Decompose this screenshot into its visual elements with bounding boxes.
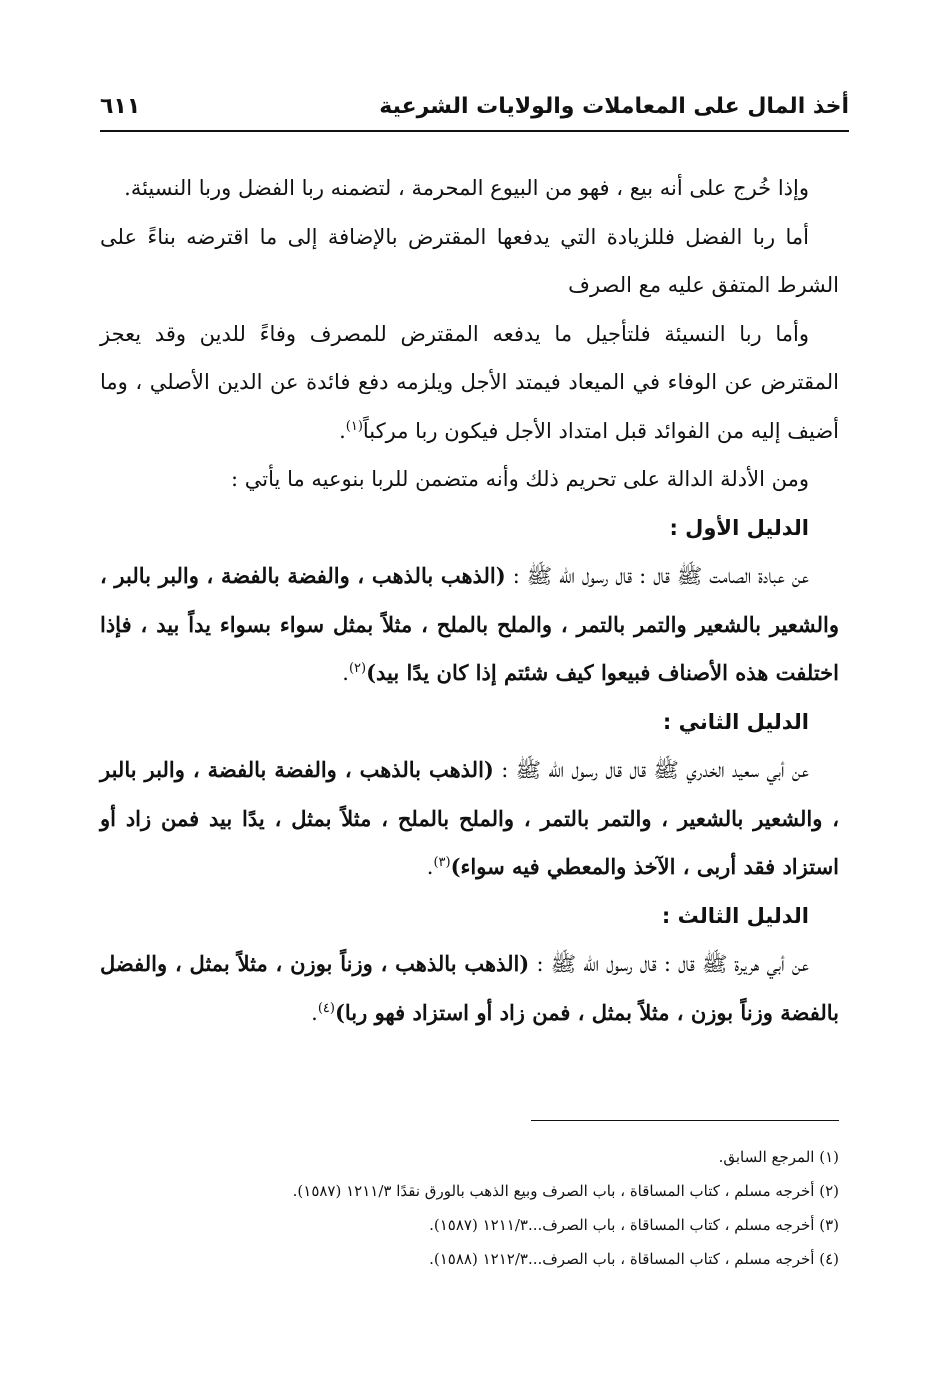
- hadith-text: (الذهب بالذهب ، وزناً بوزن ، مثلاً بمثل ، والفضل بالفضة وزناً بوزن ، مثلاً بمثل ، فمن زاد أو استزاد فهو ربا): [100, 951, 839, 1025]
- footnotes: [100, 1140, 839, 1276]
- running-title: أخذ المال على المعاملات والولايات الشرعية: [379, 94, 849, 119]
- paragraph-text: وأما ربا النسيئة فلتأجيل ما يدفعه المقترض للمصرف وفاءً للدين وقد يعجز المقترض عن الوفاء في الميعاد فيمتد الأجل ويلزمه دفع فائدة عن الدين الأصلي ، وما أضيف إليه من الفوائد قبل امتداد الأجل فيكون ربا مركباً: [100, 321, 839, 443]
- paragraph: ومن الأدلة الدالة على تحريم ذلك وأنه متضمن للربا بنوعيه ما يأتي :: [231, 467, 809, 491]
- narration-intro: عن أبي سعيد الخدري ﷺ قال قال رسول الله ﷺ :: [493, 758, 809, 782]
- narration-intro: عن عبادة الصامت ﷺ قال : قال رسول الله ﷺ :: [505, 564, 809, 588]
- footnote: (٣) أخرجه مسلم ، كتاب المساقاة ، باب الصرف...١٢١١/٣ (١٥٨٧).: [429, 1216, 839, 1234]
- footnote-reference: (٣): [433, 855, 451, 870]
- footnote-reference: (١): [345, 418, 363, 434]
- footnote-divider: [531, 1120, 839, 1121]
- evidence-paragraph: [100, 746, 839, 892]
- paragraph: أما ربا الفضل فللزيادة التي يدفعها المقترض بالإضافة إلى ما اقترضه بناءً على الشرط المتفق عليه مع الصرف: [100, 224, 839, 297]
- footnote-reference: (٢): [348, 661, 367, 676]
- punctuation: .: [342, 661, 349, 685]
- evidence-paragraph: [100, 552, 839, 698]
- paragraph: وإذا خُرج على أنه بيع ، فهو من البيوع المحرمة ، لتضمنه ربا الفضل وربا النسيئة.: [124, 176, 809, 200]
- footnote: (١) المرجع السابق.: [718, 1148, 839, 1166]
- page-header: [100, 92, 849, 132]
- evidence-paragraph: [100, 940, 839, 1037]
- footnote: (٤) أخرجه مسلم ، كتاب المساقاة ، باب الصرف...١٢١٢/٣ (١٥٨٨).: [429, 1250, 839, 1268]
- punctuation: .: [311, 1000, 318, 1025]
- section-heading: الدليل الأول :: [669, 515, 809, 540]
- footnote-reference: (٤): [317, 1000, 335, 1016]
- hadith-text: (الذهب بالذهب ، والفضة بالفضة ، والبر بالبر ، والشعير بالشعير والتمر بالتمر ، والملح بالملح ، مثلاً بمثل سواء بسواء يداً بيد ، فإذا اختلفت هذه الأصناف فبيعوا كيف شئتم إذا كان يدًا بيد): [100, 563, 839, 685]
- page-number: ٦١١: [100, 94, 141, 119]
- punctuation: .: [426, 855, 434, 879]
- header-divider: [100, 130, 849, 132]
- punctuation: .: [339, 418, 346, 443]
- paragraph: [100, 310, 839, 456]
- narration-intro: عن أبي هريرة ﷺ قال : قال رسول الله ﷺ :: [529, 952, 809, 976]
- hadith-text: (الذهب بالذهب ، والفضة بالفضة ، والبر بالبر ، والشعير بالشعير ، والتمر بالتمر ، والملح بالملح ، مثلاً بمثل ، يدًا بيد فمن زاد أو استزاد فقد أربى ، الآخذ والمعطي فيه سواء): [100, 757, 839, 879]
- section-heading: الدليل الثالث :: [661, 903, 809, 928]
- footnote: (٢) أخرجه مسلم ، كتاب المساقاة ، باب الصرف وبيع الذهب بالورق نقدًا ١٢١١/٣ (١٥٨٧).: [292, 1182, 839, 1200]
- section-heading: الدليل الثاني :: [662, 709, 809, 734]
- main-text: [100, 164, 839, 1037]
